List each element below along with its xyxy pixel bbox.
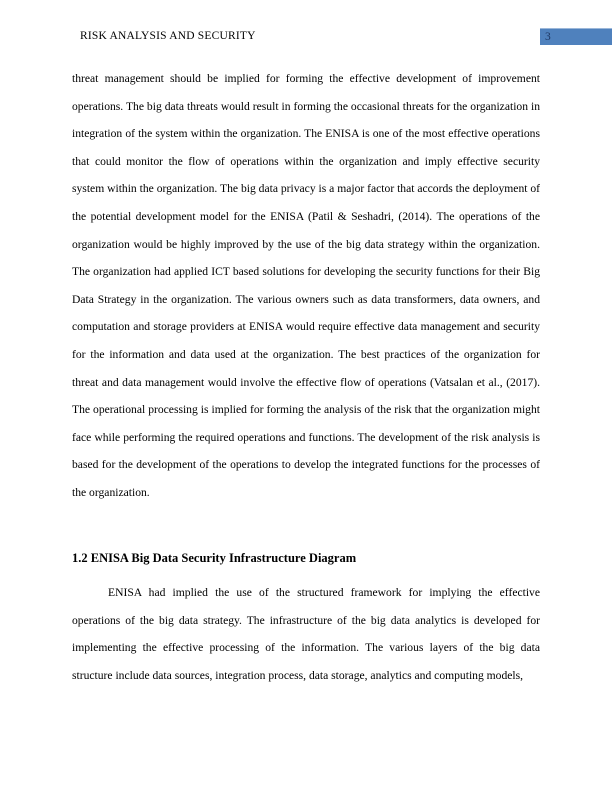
body-paragraph-2: ENISA had implied the use of the structured framework for implying the effective operations of the big data strategy. The infrastructure of the big data analytics is developed for implementing the effective processing of the information. The various layers of the big data structure include data sources, integration process, data storage, analytics and computing models, <box>72 586 540 682</box>
body-paragraph-1: threat management should be implied for forming the effective development of improvement operations. The big data threats would result in forming the occasional threats for the organization in integration of the system within the organization. The ENISA is one of the most effective operations that could monitor the flow of operations within the organization and imply effective security system within the organization. The big data privacy is a major factor that accords the deployment of the potential development model for the ENISA (Patil & Seshadri, (2014). The operations of the organization would be highly improved by the use of the big data strategy within the organization. The organization had applied ICT based solutions for developing the security functions for their Big Data Strategy in the organization. The various owners such as data transformers, data owners, and computation and storage providers at ENISA would require effective data management and security for the information and data used at the organization. The best practices of the organization for threat and data management would involve the effective flow of operations (Vatsalan et al., (2017). The operational processing is implied for forming the analysis of the risk that the organization might face while performing the required operations and functions. The development of the risk analysis is based for the development of the operations to develop the integrated functions for the processes of the organization. <box>72 72 541 499</box>
running-head: RISK ANALYSIS AND SECURITY <box>80 30 256 42</box>
page-number: 3 <box>540 28 612 45</box>
section-heading: 1.2 ENISA Big Data Security Infrastructure Diagram <box>72 551 357 565</box>
page-header <box>72 28 612 46</box>
